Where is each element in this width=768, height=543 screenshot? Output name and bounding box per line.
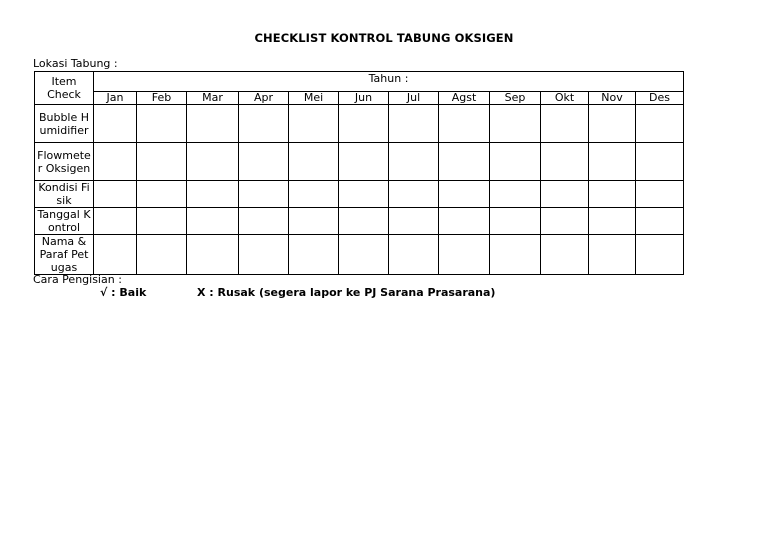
- instructions-label: Cara Pengisian :: [33, 273, 122, 286]
- check-cell[interactable]: [541, 235, 589, 275]
- month-header-row: [35, 91, 684, 104]
- row-label-flowmeter-oksigen: Flowmeter Oksigen: [35, 143, 94, 181]
- check-cell[interactable]: [541, 105, 589, 143]
- check-cell[interactable]: [589, 235, 636, 275]
- row-label-tanggal-kontrol: Tanggal Kontrol: [35, 208, 94, 235]
- month-header: Jan: [94, 91, 137, 104]
- check-cell[interactable]: [289, 235, 339, 275]
- check-cell[interactable]: [94, 208, 137, 235]
- month-header: Apr: [239, 91, 289, 104]
- check-cell[interactable]: [239, 143, 289, 181]
- check-cell[interactable]: [137, 105, 187, 143]
- month-header: Mar: [187, 91, 239, 104]
- year-header: Tahun :: [94, 72, 684, 92]
- row-label-kondisi-fisik: Kondisi Fisik: [35, 181, 94, 208]
- table-row: [35, 208, 684, 235]
- check-cell[interactable]: [339, 235, 389, 275]
- check-cell[interactable]: [389, 208, 439, 235]
- check-cell[interactable]: [389, 235, 439, 275]
- check-cell[interactable]: [187, 143, 239, 181]
- check-cell[interactable]: [94, 235, 137, 275]
- month-header: Okt: [541, 91, 589, 104]
- check-cell[interactable]: [439, 235, 490, 275]
- legend-bad: X : Rusak (segera lapor ke PJ Sarana Prasarana): [197, 286, 496, 299]
- check-cell[interactable]: [636, 181, 684, 208]
- check-cell[interactable]: [239, 105, 289, 143]
- check-cell[interactable]: [589, 143, 636, 181]
- month-header: Jun: [339, 91, 389, 104]
- legend-good: √ : Baik: [100, 286, 147, 299]
- table-row: [35, 105, 684, 143]
- check-cell[interactable]: [589, 105, 636, 143]
- check-cell[interactable]: [439, 105, 490, 143]
- document-title: CHECKLIST KONTROL TABUNG OKSIGEN: [254, 31, 514, 45]
- check-cell[interactable]: [541, 208, 589, 235]
- check-cell[interactable]: [239, 181, 289, 208]
- check-cell[interactable]: [339, 143, 389, 181]
- checklist-table: [34, 71, 684, 275]
- check-cell[interactable]: [439, 143, 490, 181]
- month-header: Nov: [589, 91, 636, 104]
- check-cell[interactable]: [187, 105, 239, 143]
- location-label: Lokasi Tabung :: [33, 57, 118, 70]
- check-cell[interactable]: [389, 105, 439, 143]
- check-cell[interactable]: [339, 208, 389, 235]
- check-cell[interactable]: [490, 105, 541, 143]
- check-cell[interactable]: [490, 181, 541, 208]
- check-cell[interactable]: [339, 181, 389, 208]
- year-header-row: [35, 72, 684, 92]
- check-cell[interactable]: [490, 208, 541, 235]
- table-row: [35, 181, 684, 208]
- check-cell[interactable]: [239, 208, 289, 235]
- check-cell[interactable]: [389, 181, 439, 208]
- month-header: Des: [636, 91, 684, 104]
- check-cell[interactable]: [490, 143, 541, 181]
- check-cell[interactable]: [137, 208, 187, 235]
- table-row: [35, 235, 684, 275]
- check-cell[interactable]: [187, 208, 239, 235]
- check-cell[interactable]: [187, 181, 239, 208]
- check-cell[interactable]: [636, 105, 684, 143]
- check-cell[interactable]: [94, 105, 137, 143]
- check-cell[interactable]: [289, 181, 339, 208]
- check-cell[interactable]: [636, 208, 684, 235]
- check-cell[interactable]: [94, 181, 137, 208]
- month-header: Sep: [490, 91, 541, 104]
- check-cell[interactable]: [289, 143, 339, 181]
- check-cell[interactable]: [289, 208, 339, 235]
- check-cell[interactable]: [137, 181, 187, 208]
- item-check-header: Item Check: [35, 72, 94, 105]
- check-cell[interactable]: [94, 143, 137, 181]
- row-label-nama-paraf-petugas: Nama & Paraf Petugas: [35, 235, 94, 275]
- check-cell[interactable]: [239, 235, 289, 275]
- check-cell[interactable]: [389, 143, 439, 181]
- month-header: Jul: [389, 91, 439, 104]
- check-cell[interactable]: [289, 105, 339, 143]
- check-cell[interactable]: [439, 208, 490, 235]
- month-header: Mei: [289, 91, 339, 104]
- row-label-bubble-humidifier: Bubble Humidifier: [35, 105, 94, 143]
- month-header: Feb: [137, 91, 187, 104]
- check-cell[interactable]: [589, 208, 636, 235]
- check-cell[interactable]: [636, 143, 684, 181]
- check-cell[interactable]: [636, 235, 684, 275]
- check-cell[interactable]: [490, 235, 541, 275]
- check-cell[interactable]: [137, 235, 187, 275]
- check-cell[interactable]: [339, 105, 389, 143]
- check-cell[interactable]: [137, 143, 187, 181]
- check-cell[interactable]: [589, 181, 636, 208]
- check-cell[interactable]: [439, 181, 490, 208]
- check-cell[interactable]: [541, 143, 589, 181]
- check-cell[interactable]: [187, 235, 239, 275]
- check-cell[interactable]: [541, 181, 589, 208]
- month-header: Agst: [439, 91, 490, 104]
- table-row: [35, 143, 684, 181]
